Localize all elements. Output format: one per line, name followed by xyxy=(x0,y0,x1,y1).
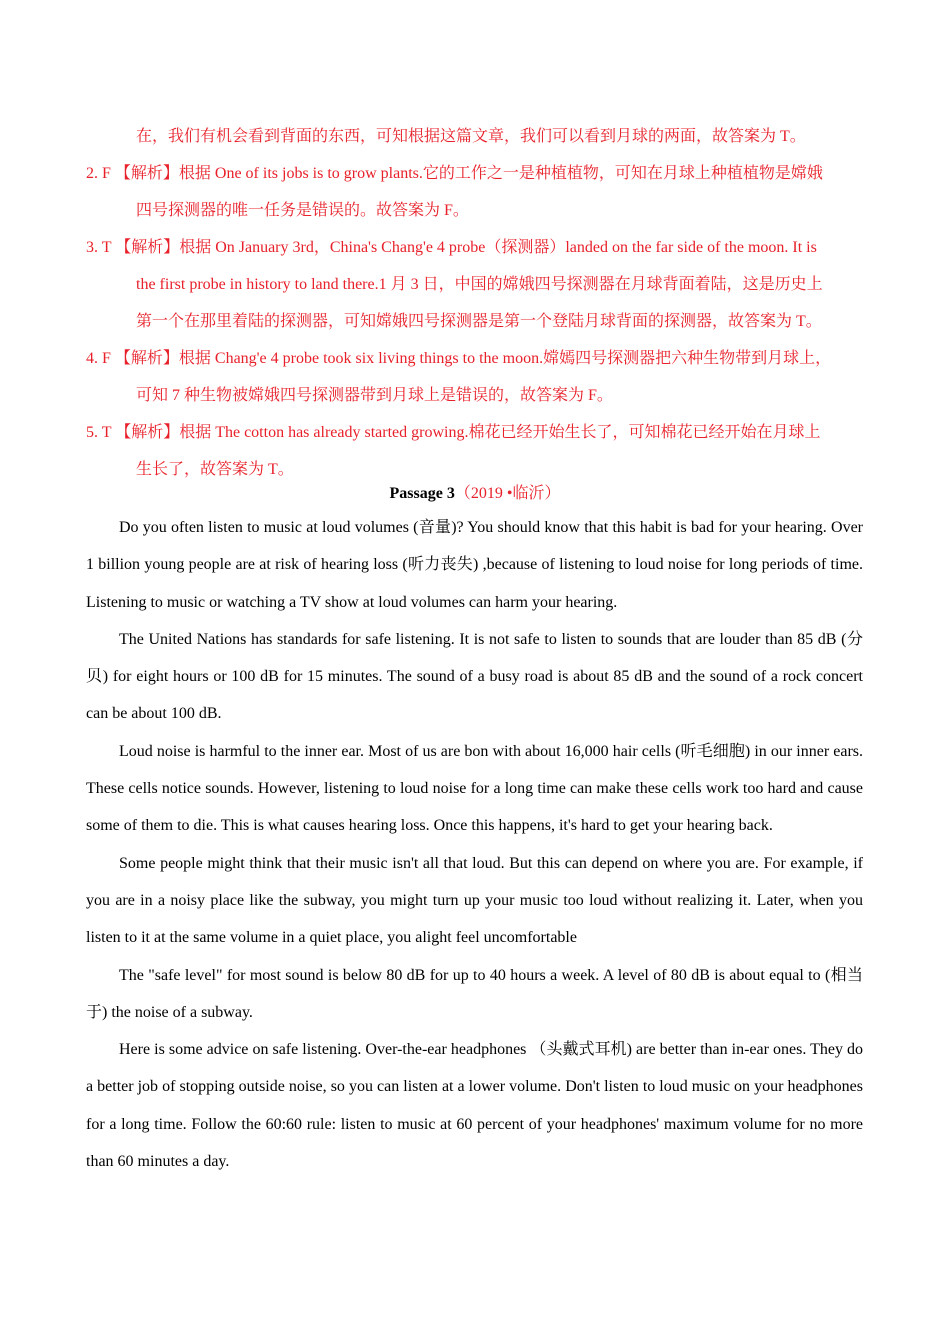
paragraph-3: Loud noise is harmful to the inner ear. Most of us are bon with about 16,000 hair cells (听毛细胞) in our inner ears. These cells notice sounds. However, listening to loud noise for a long time can make these cells work too hard and cause some of them to die. This is what causes hearing loss. Once this happens, it's hard to get your hearing back. xyxy=(86,742,863,835)
answer-item-1 xyxy=(86,118,866,155)
answer-item-3 xyxy=(86,229,866,340)
passage-source: （2019 •临沂） xyxy=(454,485,561,502)
answer-item-5 xyxy=(86,414,866,488)
answer-item-2 xyxy=(86,155,866,229)
answer-line: 四号探测器的唯一任务是错误的。故答案为 F。 xyxy=(136,202,469,219)
answer-line: 第一个在那里着陆的探测器，可知嫦娥四号探测器是第一个登陆月球背面的探测器，故答案为 T。 xyxy=(136,313,822,330)
passage-heading xyxy=(86,478,864,510)
answer-line: 可知 7 种生物被嫦娥四号探测器带到月球上是错误的，故答案为 F。 xyxy=(136,387,613,404)
paragraph-6: Here is some advice on safe listening. Over-the-ear headphones （头戴式耳机) are better than in-ear ones. They do a better job of stopping outside noise, so you can listen at a lower volume. Don't listen to loud music on your headphones for a long time. Follow the 60:60 rule: listen to music at 60 percent of your headphones' maximum volume for no more than 60 minutes a day. xyxy=(86,1041,863,1171)
paragraph-5: The "safe level" for most sound is below 80 dB for up to 40 hours a week. A level of 80 dB is about equal to (相当于) the noise of a subway. xyxy=(86,966,863,1021)
answer-line: the first probe in history to land there.1 月 3 日，中国的嫦娥四号探测器在月球背面着陆，这是历史上 xyxy=(136,276,823,293)
passage-body xyxy=(86,509,863,1180)
answer-line: 4. F 【解析】根据 Chang'e 4 probe took six living things to the moon.嫦嫣四号探测器把六种生物带到月球上， xyxy=(86,350,832,367)
answer-line: 5. T 【解析】根据 The cotton has already started growing.棉花已经开始生长了，可知棉花已经开始在月球上 xyxy=(86,424,821,441)
paragraph-1: Do you often listen to music at loud volumes (音量)? You should know that this habit is bad for your hearing. Over 1 billion young people are at risk of hearing loss (听力丧失) ,because of listening to loud noise for long periods of time. Listening to music or watching a TV show at loud volumes can harm your hearing. xyxy=(86,519,863,611)
answer-line: 2. F 【解析】根据 One of its jobs is to grow plants.它的工作之一是种植植物，可知在月球上种植植物是嫦娥 xyxy=(86,165,823,182)
answer-line: 3. T 【解析】根据 On January 3rd，China's Chang'e 4 probe（探测器）landed on the far side of the moon. It is xyxy=(86,239,817,256)
passage-title: Passage 3 xyxy=(389,485,455,502)
paragraph-2: The United Nations has standards for safe listening. It is not safe to listen to sounds that are louder than 85 dB (分贝) for eight hours or 100 dB for 15 minutes. The sound of a busy road is about 85 dB and the sound of a rock concert can be about 100 dB. xyxy=(86,630,863,723)
answer-line: 生长了，故答案为 T。 xyxy=(136,461,294,478)
paragraph-4: Some people might think that their music isn't all that loud. But this can depend on where you are. For example, if you are in a noisy place like the subway, you might turn up your music too loud without realizing it. Later, when you listen to it at the same volume in a quiet place, you alight feel uncomfortable xyxy=(86,854,863,947)
answer-line: 在，我们有机会看到背面的东西，可知根据这篇文章，我们可以看到月球的两面，故答案为 T。 xyxy=(136,128,806,145)
answer-key xyxy=(86,118,866,488)
answer-item-4 xyxy=(86,340,866,414)
